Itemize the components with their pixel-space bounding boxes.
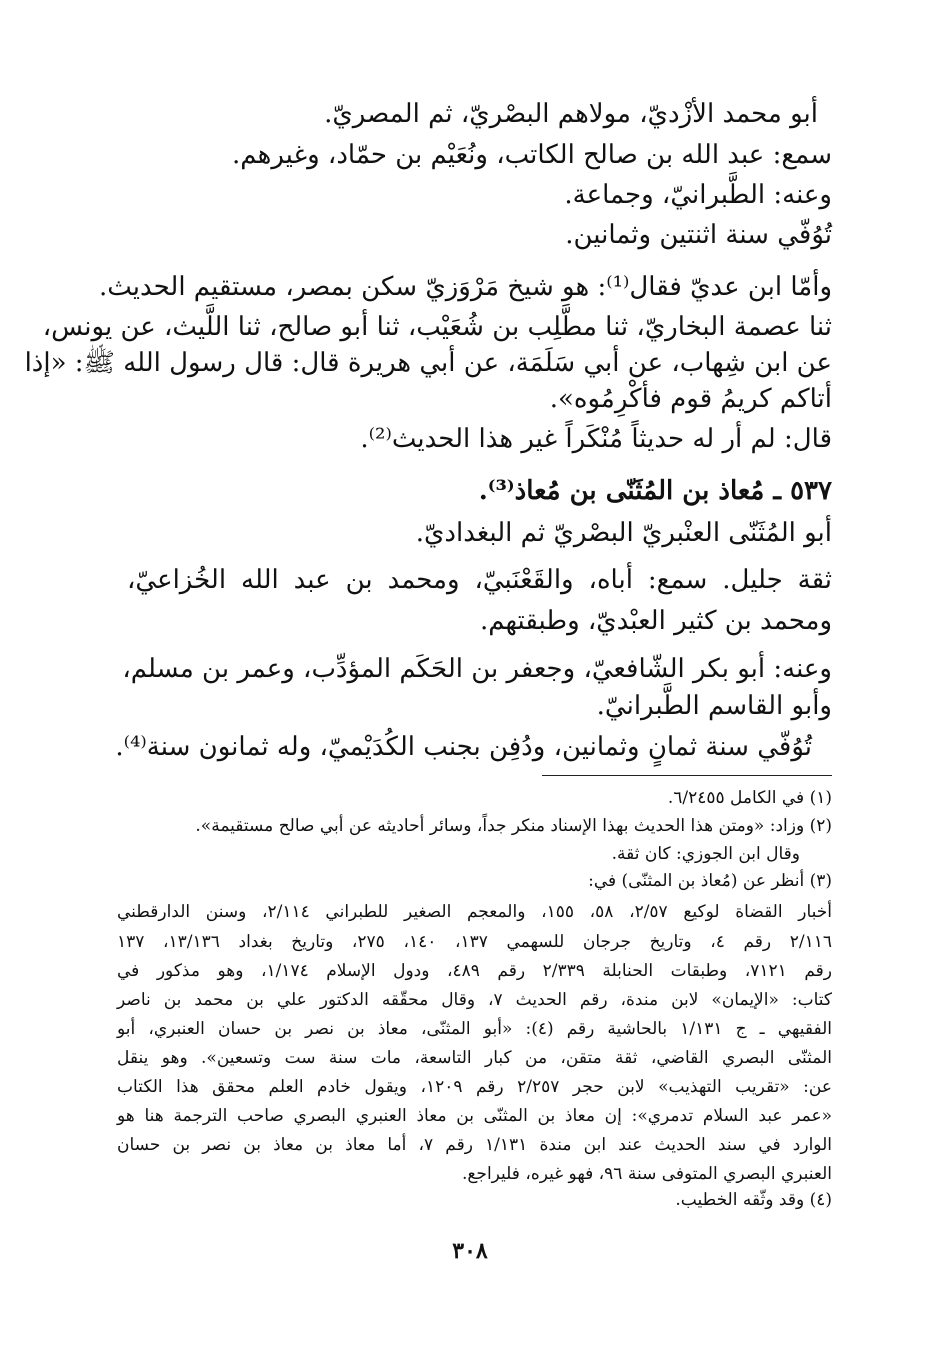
- footnote-line: ٢/١١٦ رقم ٤، وتاريخ جرجان للسهمي ١٣٧، ١٤٠، ٢٧٥، وتاريخ بغداد ١٣/١٣٦، ١٣٧: [117, 932, 833, 952]
- footnote-line: أخبار القضاة لوكيع ٢/٥٧، ٥٨، ١٥٥، والمعجم الصغير للطبراني ٢/١١٤، وسنن الدارقطني: [117, 902, 833, 922]
- text-line: ومحمد بن كثير العبْديّ، وطبقتهم.: [479, 606, 832, 636]
- text-line: أتاكم كريمُ قوم فأكْرِمُوه».: [549, 384, 832, 414]
- text-line: ثقة جليل. سمع: أباه، والقَعْنَبيّ، ومحمد بن عبد الله الخُزاعيّ،: [127, 565, 832, 595]
- footnote-line: كتاب: «الإيمان» لابن مندة، رقم الحديث ٧، وقال محقّقه الدكتور علي بن محمد بن ناصر: [117, 990, 832, 1010]
- text-line: عن ابن شِهاب، عن أبي سَلَمَة، عن أبي هريرة قال: قال رسول الله ﷺ: «إذا: [24, 348, 832, 378]
- footnote-line: العنبري البصري المتوفى سنة ٩٦، فهو غيره، فليراجع.: [461, 1164, 832, 1184]
- text-line: تُوُفّي سنة اثنتين وثمانين.: [565, 220, 832, 250]
- entry-heading: ٥٣٧ ـ مُعاذ بن المُثَنّى بن مُعاذ⁽³⁾.: [478, 476, 832, 506]
- text-line: وأبو القاسم الطَّبرانيّ.: [596, 691, 832, 721]
- text-line: تُوُفّي سنة ثمانٍ وثمانين، ودُفِن بجنب الكُدَيْميّ، وله ثمانون سنة⁽⁴⁾.: [115, 732, 812, 762]
- text-line: ثنا عصمة البخاريّ، ثنا مطَّلِب بن شُعَيْب، ثنا أبو صالح، ثنا اللَّيث، عن يونس،: [42, 312, 832, 342]
- text-line: أبو محمد الأزْديّ، مولاهم البصْريّ، ثم المصريّ.: [324, 99, 818, 129]
- footnote-line: «عمر عبد السلام تدمري»: إن معاذ بن المثنّى بن معاذ العنبري البصري صاحب الترجمة هنا هو: [117, 1106, 832, 1126]
- text-line: وعنه: الطَّبرانيّ، وجماعة.: [564, 180, 832, 210]
- footnote-line: رقم ٧١٢١، وطبقات الحنابلة ٢/٣٣٩ رقم ٤٨٩، ودول الإسلام ١/١٧٤، وهو مذكور في: [117, 961, 832, 981]
- footnote-separator: [542, 775, 832, 776]
- footnote-line: المثنّى البصري القاضي، ثقة متقن، من كبار التاسعة، مات سنة ست وتسعين». وهو ينقل: [117, 1048, 832, 1068]
- text-line: قال: لم أر له حديثاً مُنْكَراً غير هذا الحديث⁽²⁾.: [360, 424, 832, 454]
- footnote: (١) في الكامل ٦/٢٤٥٥.: [667, 788, 832, 808]
- footnote: (٢) وزاد: «ومتن هذا الحديث بهذا الإسناد منكر جداً، وسائر أحاديثه عن أبي صالح مستقيمة».: [195, 816, 832, 836]
- footnote-line: الوارد في سند الحديث عند ابن مندة ١/١٣١ رقم ٧، أما معاذ بن معاذ بن نصر بن حسان: [117, 1135, 832, 1155]
- text-line: سمع: عبد الله بن صالح الكاتب، ونُعَيْم بن حمّاد، وغيرهم.: [232, 140, 832, 170]
- footnote-line: الفقيهي ـ ج ١/١٣١ بالحاشية رقم (٤): «أبو المثنّى، معاذ بن نصر بن حسان العنبري، أبو: [117, 1019, 832, 1039]
- text-line: أبو المُثَنّى العنْبريّ البصْريّ ثم البغداديّ.: [415, 518, 832, 548]
- footnote: (٤) وقد وثّقه الخطيب.: [675, 1190, 832, 1210]
- page-number: ٣٠٨: [452, 1238, 488, 1264]
- footnote-line: عن: «تقريب التهذيب» لابن حجر ٢/٢٥٧ رقم ١٢٠٩، ويقول خادم العلم محقق هذا الكتاب: [117, 1077, 832, 1097]
- text-line: وأمّا ابن عديّ فقال⁽¹⁾: هو شيخ مَرْوَزيّ سكن بمصر، مستقيم الحديث.: [98, 272, 832, 302]
- footnote-line: وقال ابن الجوزي: كان ثقة.: [611, 844, 800, 864]
- text-line: وعنه: أبو بكر الشّافعيّ، وجعفر بن الحَكَم المؤدِّب، وعمر بن مسلم،: [122, 654, 832, 684]
- footnote: (٣) أنظر عن (مُعاذ بن المثنّى) في:: [588, 871, 832, 891]
